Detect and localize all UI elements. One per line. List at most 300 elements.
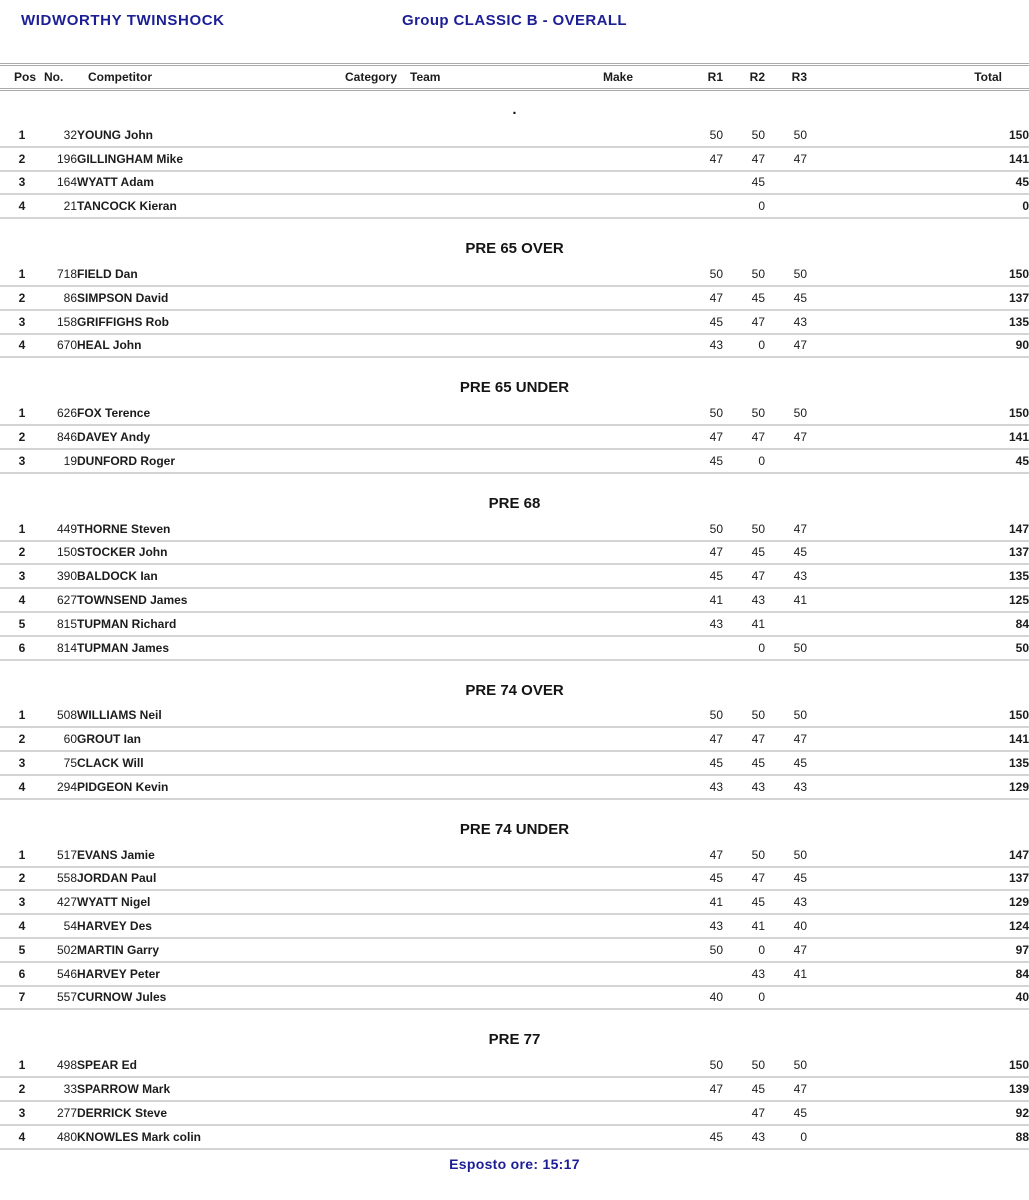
cell-r2: 50 xyxy=(723,518,765,541)
cell-r2: 0 xyxy=(723,986,765,1010)
cell-category xyxy=(345,890,405,914)
section-title-row xyxy=(0,218,1029,263)
cell-team xyxy=(405,588,595,612)
section-title: PRE 65 UNDER xyxy=(459,379,570,397)
cell-competitor: JORDAN Paul xyxy=(77,867,345,891)
cell-no: 33 xyxy=(44,1077,77,1101)
cell-r3 xyxy=(765,194,807,218)
cell-team xyxy=(405,171,595,195)
result-row xyxy=(0,402,1029,425)
section-title: . xyxy=(512,101,517,118)
cell-competitor: GROUT Ian xyxy=(77,727,345,751)
cell-total: 129 xyxy=(807,775,1029,799)
cell-category xyxy=(345,612,405,636)
cell-r2: 47 xyxy=(723,425,765,449)
cell-no: 846 xyxy=(44,425,77,449)
cell-total: 141 xyxy=(807,147,1029,171)
cell-team xyxy=(405,844,595,867)
cell-r2: 47 xyxy=(723,1101,765,1125)
result-row xyxy=(0,986,1029,1010)
cell-r1: 47 xyxy=(681,147,723,171)
cell-competitor: SPARROW Mark xyxy=(77,1077,345,1101)
results-table xyxy=(0,63,1029,1150)
cell-make xyxy=(595,612,681,636)
cell-r3: 50 xyxy=(765,1054,807,1077)
cell-category xyxy=(345,263,405,286)
cell-competitor: GILLINGHAM Mike xyxy=(77,147,345,171)
cell-no: 498 xyxy=(44,1054,77,1077)
cell-r2: 47 xyxy=(723,727,765,751)
cell-team xyxy=(405,334,595,358)
cell-competitor: TUPMAN James xyxy=(77,636,345,660)
cell-pos: 5 xyxy=(0,612,44,636)
cell-team xyxy=(405,1077,595,1101)
column-header-no: No. xyxy=(44,65,77,90)
cell-r1 xyxy=(681,636,723,660)
cell-no: 196 xyxy=(44,147,77,171)
cell-pos: 1 xyxy=(0,844,44,867)
cell-r1: 47 xyxy=(681,541,723,565)
cell-r1: 47 xyxy=(681,286,723,310)
cell-r1: 45 xyxy=(681,751,723,775)
cell-pos: 2 xyxy=(0,867,44,891)
cell-category xyxy=(345,938,405,962)
section-title-row xyxy=(0,660,1029,705)
cell-r1: 45 xyxy=(681,867,723,891)
cell-pos: 2 xyxy=(0,727,44,751)
cell-no: 815 xyxy=(44,612,77,636)
cell-make xyxy=(595,518,681,541)
cell-category xyxy=(345,775,405,799)
cell-r1: 50 xyxy=(681,124,723,147)
cell-category xyxy=(345,727,405,751)
cell-total: 88 xyxy=(807,1125,1029,1149)
cell-r1: 45 xyxy=(681,564,723,588)
result-row xyxy=(0,938,1029,962)
result-row xyxy=(0,914,1029,938)
result-row xyxy=(0,334,1029,358)
published-time: Esposto ore: 15:17 xyxy=(449,1155,580,1172)
cell-competitor: DAVEY Andy xyxy=(77,425,345,449)
cell-make xyxy=(595,588,681,612)
cell-team xyxy=(405,518,595,541)
cell-total: 40 xyxy=(807,986,1029,1010)
cell-team xyxy=(405,263,595,286)
cell-r3 xyxy=(765,612,807,636)
cell-r3: 43 xyxy=(765,775,807,799)
cell-category xyxy=(345,171,405,195)
cell-competitor: STOCKER John xyxy=(77,541,345,565)
cell-team xyxy=(405,194,595,218)
cell-r3: 47 xyxy=(765,727,807,751)
cell-category xyxy=(345,986,405,1010)
cell-competitor: TANCOCK Kieran xyxy=(77,194,345,218)
cell-team xyxy=(405,402,595,425)
cell-r3: 41 xyxy=(765,588,807,612)
cell-r3 xyxy=(765,449,807,473)
result-row xyxy=(0,775,1029,799)
cell-pos: 3 xyxy=(0,171,44,195)
cell-category xyxy=(345,844,405,867)
cell-pos: 4 xyxy=(0,588,44,612)
cell-make xyxy=(595,1077,681,1101)
result-row xyxy=(0,1054,1029,1077)
cell-pos: 2 xyxy=(0,286,44,310)
cell-r2: 0 xyxy=(723,449,765,473)
cell-r3: 45 xyxy=(765,867,807,891)
cell-no: 158 xyxy=(44,310,77,334)
cell-total: 135 xyxy=(807,310,1029,334)
cell-r2: 43 xyxy=(723,775,765,799)
cell-total: 125 xyxy=(807,588,1029,612)
cell-no: 546 xyxy=(44,962,77,986)
cell-r2: 50 xyxy=(723,1054,765,1077)
cell-r3: 50 xyxy=(765,263,807,286)
cell-competitor: KNOWLES Mark colin xyxy=(77,1125,345,1149)
cell-no: 508 xyxy=(44,705,77,728)
cell-r1: 43 xyxy=(681,914,723,938)
result-row xyxy=(0,564,1029,588)
cell-team xyxy=(405,938,595,962)
cell-category xyxy=(345,147,405,171)
column-header-team: Team xyxy=(405,65,595,90)
cell-team xyxy=(405,425,595,449)
cell-category xyxy=(345,751,405,775)
cell-make xyxy=(595,705,681,728)
result-row xyxy=(0,124,1029,147)
cell-no: 390 xyxy=(44,564,77,588)
cell-category xyxy=(345,962,405,986)
cell-make xyxy=(595,890,681,914)
cell-team xyxy=(405,636,595,660)
cell-competitor: TUPMAN Richard xyxy=(77,612,345,636)
cell-competitor: CLACK Will xyxy=(77,751,345,775)
cell-r1 xyxy=(681,171,723,195)
cell-make xyxy=(595,263,681,286)
cell-competitor: HEAL John xyxy=(77,334,345,358)
cell-total: 150 xyxy=(807,1054,1029,1077)
cell-pos: 3 xyxy=(0,310,44,334)
cell-no: 718 xyxy=(44,263,77,286)
column-header-pos: Pos xyxy=(0,65,44,90)
cell-make xyxy=(595,727,681,751)
cell-no: 164 xyxy=(44,171,77,195)
cell-r2: 0 xyxy=(723,334,765,358)
cell-pos: 4 xyxy=(0,775,44,799)
cell-r1: 41 xyxy=(681,890,723,914)
cell-total: 135 xyxy=(807,751,1029,775)
result-row xyxy=(0,449,1029,473)
cell-r1: 43 xyxy=(681,612,723,636)
cell-pos: 1 xyxy=(0,263,44,286)
cell-category xyxy=(345,914,405,938)
cell-competitor: HARVEY Peter xyxy=(77,962,345,986)
cell-pos: 6 xyxy=(0,962,44,986)
cell-total: 150 xyxy=(807,705,1029,728)
cell-r2: 45 xyxy=(723,286,765,310)
page-header xyxy=(0,0,1029,63)
cell-total: 45 xyxy=(807,171,1029,195)
cell-r2: 0 xyxy=(723,938,765,962)
club-title: WIDWORTHY TWINSHOCK xyxy=(21,12,225,29)
cell-team xyxy=(405,705,595,728)
cell-team xyxy=(405,147,595,171)
cell-competitor: EVANS Jamie xyxy=(77,844,345,867)
cell-no: 557 xyxy=(44,986,77,1010)
result-row xyxy=(0,844,1029,867)
group-title: Group CLASSIC B - OVERALL xyxy=(402,12,627,29)
cell-make xyxy=(595,564,681,588)
cell-r1: 50 xyxy=(681,705,723,728)
cell-make xyxy=(595,914,681,938)
cell-r3: 47 xyxy=(765,938,807,962)
cell-category xyxy=(345,1054,405,1077)
cell-r2: 0 xyxy=(723,636,765,660)
result-row xyxy=(0,705,1029,728)
cell-r2: 43 xyxy=(723,588,765,612)
cell-total: 137 xyxy=(807,286,1029,310)
result-row xyxy=(0,194,1029,218)
result-row xyxy=(0,425,1029,449)
cell-no: 814 xyxy=(44,636,77,660)
cell-competitor: WYATT Nigel xyxy=(77,890,345,914)
cell-r1: 45 xyxy=(681,310,723,334)
cell-category xyxy=(345,425,405,449)
cell-r1: 45 xyxy=(681,1125,723,1149)
cell-team xyxy=(405,612,595,636)
cell-pos: 1 xyxy=(0,705,44,728)
result-row xyxy=(0,171,1029,195)
cell-r1: 47 xyxy=(681,727,723,751)
cell-no: 502 xyxy=(44,938,77,962)
table-header xyxy=(0,65,1029,90)
cell-r2: 47 xyxy=(723,147,765,171)
cell-team xyxy=(405,541,595,565)
cell-r3: 47 xyxy=(765,147,807,171)
cell-team xyxy=(405,310,595,334)
section-title: PRE 74 UNDER xyxy=(459,820,570,838)
cell-team xyxy=(405,1125,595,1149)
cell-r2: 50 xyxy=(723,263,765,286)
cell-make xyxy=(595,844,681,867)
cell-category xyxy=(345,564,405,588)
cell-category xyxy=(345,588,405,612)
cell-total: 147 xyxy=(807,844,1029,867)
cell-pos: 3 xyxy=(0,564,44,588)
cell-pos: 5 xyxy=(0,938,44,962)
cell-r3: 41 xyxy=(765,962,807,986)
cell-make xyxy=(595,425,681,449)
section-title-row xyxy=(0,90,1029,125)
cell-make xyxy=(595,171,681,195)
cell-total: 90 xyxy=(807,334,1029,358)
results-body xyxy=(0,90,1029,1149)
cell-r1: 47 xyxy=(681,844,723,867)
cell-r1 xyxy=(681,1101,723,1125)
cell-team xyxy=(405,962,595,986)
cell-total: 139 xyxy=(807,1077,1029,1101)
result-row xyxy=(0,518,1029,541)
cell-make xyxy=(595,310,681,334)
cell-make xyxy=(595,938,681,962)
cell-no: 558 xyxy=(44,867,77,891)
column-header-category: Category xyxy=(345,65,405,90)
cell-total: 124 xyxy=(807,914,1029,938)
cell-r3: 47 xyxy=(765,1077,807,1101)
cell-total: 137 xyxy=(807,541,1029,565)
cell-no: 32 xyxy=(44,124,77,147)
cell-r2: 45 xyxy=(723,751,765,775)
cell-make xyxy=(595,124,681,147)
cell-make xyxy=(595,449,681,473)
cell-r2: 50 xyxy=(723,402,765,425)
cell-r1 xyxy=(681,194,723,218)
cell-r1: 50 xyxy=(681,938,723,962)
cell-pos: 4 xyxy=(0,194,44,218)
cell-team xyxy=(405,1101,595,1125)
cell-r2: 47 xyxy=(723,564,765,588)
cell-r1: 50 xyxy=(681,518,723,541)
column-header-r2: R2 xyxy=(723,65,765,90)
cell-no: 277 xyxy=(44,1101,77,1125)
cell-make xyxy=(595,751,681,775)
cell-no: 627 xyxy=(44,588,77,612)
cell-competitor: FOX Terence xyxy=(77,402,345,425)
result-row xyxy=(0,636,1029,660)
cell-no: 449 xyxy=(44,518,77,541)
cell-category xyxy=(345,518,405,541)
cell-pos: 3 xyxy=(0,890,44,914)
cell-competitor: DERRICK Steve xyxy=(77,1101,345,1125)
result-row xyxy=(0,147,1029,171)
cell-team xyxy=(405,564,595,588)
cell-competitor: FIELD Dan xyxy=(77,263,345,286)
result-row xyxy=(0,867,1029,891)
cell-r3: 45 xyxy=(765,286,807,310)
cell-r3: 50 xyxy=(765,705,807,728)
cell-team xyxy=(405,890,595,914)
cell-r3: 45 xyxy=(765,751,807,775)
cell-pos: 2 xyxy=(0,425,44,449)
cell-r2: 50 xyxy=(723,705,765,728)
cell-competitor: MARTIN Garry xyxy=(77,938,345,962)
cell-r2: 41 xyxy=(723,612,765,636)
cell-total: 141 xyxy=(807,727,1029,751)
cell-pos: 3 xyxy=(0,751,44,775)
cell-r3: 50 xyxy=(765,402,807,425)
cell-r1: 45 xyxy=(681,449,723,473)
cell-total: 150 xyxy=(807,124,1029,147)
cell-make xyxy=(595,1125,681,1149)
cell-r2: 47 xyxy=(723,310,765,334)
cell-total: 135 xyxy=(807,564,1029,588)
section-title: PRE 77 xyxy=(488,1031,541,1049)
result-row xyxy=(0,541,1029,565)
cell-pos: 4 xyxy=(0,1125,44,1149)
cell-category xyxy=(345,334,405,358)
cell-r1: 50 xyxy=(681,402,723,425)
cell-make xyxy=(595,286,681,310)
cell-r2: 47 xyxy=(723,867,765,891)
section-title-row xyxy=(0,473,1029,518)
cell-r2: 43 xyxy=(723,1125,765,1149)
cell-competitor: SIMPSON David xyxy=(77,286,345,310)
cell-competitor: TOWNSEND James xyxy=(77,588,345,612)
result-row xyxy=(0,263,1029,286)
cell-competitor: GRIFFIGHS Rob xyxy=(77,310,345,334)
cell-category xyxy=(345,286,405,310)
cell-make xyxy=(595,334,681,358)
cell-no: 626 xyxy=(44,402,77,425)
cell-r3: 50 xyxy=(765,636,807,660)
cell-total: 147 xyxy=(807,518,1029,541)
cell-category xyxy=(345,402,405,425)
cell-team xyxy=(405,1054,595,1077)
cell-no: 517 xyxy=(44,844,77,867)
result-row xyxy=(0,962,1029,986)
cell-r1: 43 xyxy=(681,334,723,358)
cell-make xyxy=(595,986,681,1010)
cell-no: 294 xyxy=(44,775,77,799)
cell-category xyxy=(345,636,405,660)
cell-make xyxy=(595,636,681,660)
cell-r2: 41 xyxy=(723,914,765,938)
cell-competitor: CURNOW Jules xyxy=(77,986,345,1010)
cell-r1: 47 xyxy=(681,425,723,449)
cell-make xyxy=(595,867,681,891)
cell-r2: 45 xyxy=(723,171,765,195)
column-header-make: Make xyxy=(595,65,681,90)
cell-r3: 43 xyxy=(765,890,807,914)
cell-r3: 43 xyxy=(765,564,807,588)
section-title-row xyxy=(0,1009,1029,1054)
cell-competitor: WILLIAMS Neil xyxy=(77,705,345,728)
cell-make xyxy=(595,1054,681,1077)
cell-no: 86 xyxy=(44,286,77,310)
cell-team xyxy=(405,727,595,751)
result-row xyxy=(0,1125,1029,1149)
cell-total: 92 xyxy=(807,1101,1029,1125)
cell-pos: 3 xyxy=(0,449,44,473)
cell-competitor: WYATT Adam xyxy=(77,171,345,195)
cell-total: 141 xyxy=(807,425,1029,449)
cell-make xyxy=(595,541,681,565)
column-header-r3: R3 xyxy=(765,65,807,90)
cell-r2: 45 xyxy=(723,541,765,565)
cell-total: 0 xyxy=(807,194,1029,218)
cell-total: 84 xyxy=(807,962,1029,986)
cell-no: 427 xyxy=(44,890,77,914)
section-title: PRE 65 OVER xyxy=(465,240,564,258)
cell-team xyxy=(405,867,595,891)
cell-pos: 1 xyxy=(0,124,44,147)
cell-competitor: SPEAR Ed xyxy=(77,1054,345,1077)
cell-pos: 4 xyxy=(0,914,44,938)
cell-category xyxy=(345,705,405,728)
cell-r3: 47 xyxy=(765,518,807,541)
cell-r3: 40 xyxy=(765,914,807,938)
cell-r2: 50 xyxy=(723,844,765,867)
cell-no: 75 xyxy=(44,751,77,775)
cell-pos: 2 xyxy=(0,1077,44,1101)
result-row xyxy=(0,612,1029,636)
result-row xyxy=(0,310,1029,334)
cell-r3: 47 xyxy=(765,425,807,449)
cell-r3: 47 xyxy=(765,334,807,358)
cell-no: 150 xyxy=(44,541,77,565)
cell-no: 670 xyxy=(44,334,77,358)
section-title-row xyxy=(0,799,1029,844)
